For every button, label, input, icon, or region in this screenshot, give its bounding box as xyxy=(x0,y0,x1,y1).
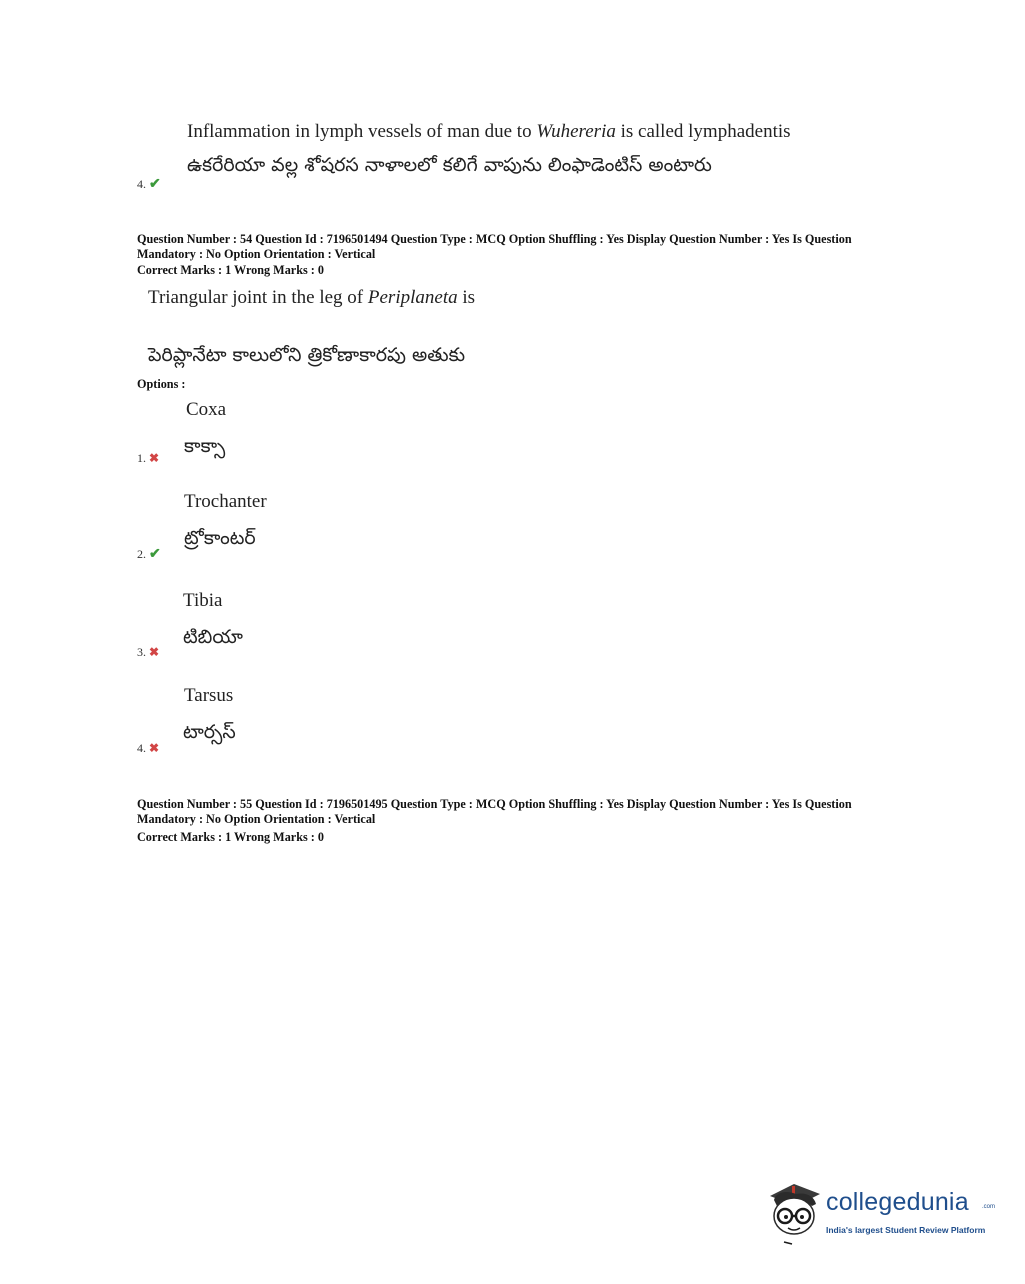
q54-option-3-number xyxy=(137,645,159,660)
q54-meta-line2: Correct Marks : 1 Wrong Marks : 0 xyxy=(137,263,324,277)
q54-option-1-number-label: 1. xyxy=(137,451,146,465)
q54-question-italic: Periplaneta xyxy=(367,287,458,308)
q54-option-1-number xyxy=(137,451,159,466)
cross-icon: ✖ xyxy=(149,741,160,755)
q54-question-pre: Triangular joint in the leg of xyxy=(148,287,368,308)
q54-option-4-number xyxy=(137,741,159,756)
q54-question-post: is xyxy=(457,287,476,308)
q54-meta-line1: Question Number : 54 Question Id : 7196501494 Question Type : MCQ Option Shuffling : Yes Display Question Number : Yes Is Question Mandatory : No Option Orientation : Vertical xyxy=(137,232,852,261)
q55-meta-line2: Correct Marks : 1 Wrong Marks : 0 xyxy=(137,830,324,844)
q54-option-2-english: Trochanter xyxy=(184,491,267,512)
q54-option-1-english: Coxa xyxy=(186,399,227,420)
cross-icon: ✖ xyxy=(149,645,160,659)
q54-option-2-number-label: 2. xyxy=(137,547,146,561)
q54-option-4-english: Tarsus xyxy=(184,685,234,706)
cross-icon: ✖ xyxy=(149,451,160,465)
prev-option-english-italic: Wuhereria xyxy=(536,121,616,142)
q54-question-telugu: పెరిప్లానేటా కాలులోని త్రికోణాకారపు అతుకు xyxy=(148,344,466,366)
mascot-icon xyxy=(766,1178,824,1248)
checkmark-icon: ✔ xyxy=(149,547,161,562)
q54-option-3-english: Tibia xyxy=(183,590,223,611)
q54-option-3-number-label: 3. xyxy=(137,645,146,659)
logo-tagline: India's largest Student Review Platform xyxy=(826,1225,986,1235)
q54-option-2-number xyxy=(137,546,161,563)
prev-option-english xyxy=(187,121,791,143)
collegedunia-logo xyxy=(766,1178,996,1248)
prev-option-english-post: is called lymphadentis xyxy=(615,121,791,142)
q54-option-4-number-label: 4. xyxy=(137,741,146,755)
q54-option-3-telugu: టిబియా xyxy=(183,626,243,648)
q54-question-english xyxy=(148,287,475,309)
q54-option-4-telugu: టార్సస్ xyxy=(183,721,236,743)
prev-option-telugu: ఉకరేరియా వల్ల శోషరస నాళాలలో కలిగే వాపును లింఫాడెంటిస్ అంటారు xyxy=(187,154,712,176)
prev-option-number xyxy=(137,176,161,193)
q54-options-label: Options : xyxy=(137,377,186,391)
logo-wordmark: collegedunia xyxy=(826,1188,969,1216)
q54-option-2-telugu: ట్రోకాంటర్ xyxy=(184,527,256,549)
q55-meta-line1: Question Number : 55 Question Id : 7196501495 Question Type : MCQ Option Shuffling : Yes Display Question Number : Yes Is Question Mandatory : No Option Orientation : Vertical xyxy=(137,797,852,826)
checkmark-icon: ✔ xyxy=(149,177,161,192)
q54-option-1-telugu: కాక్సా xyxy=(184,435,226,457)
prev-option-number-label: 4. xyxy=(137,177,146,191)
q54-meta xyxy=(137,232,897,278)
q55-meta xyxy=(137,797,897,845)
logo-domain-suffix: .com xyxy=(982,1204,996,1210)
prev-option-english-pre: Inflammation in lymph vessels of man due to xyxy=(187,121,537,142)
